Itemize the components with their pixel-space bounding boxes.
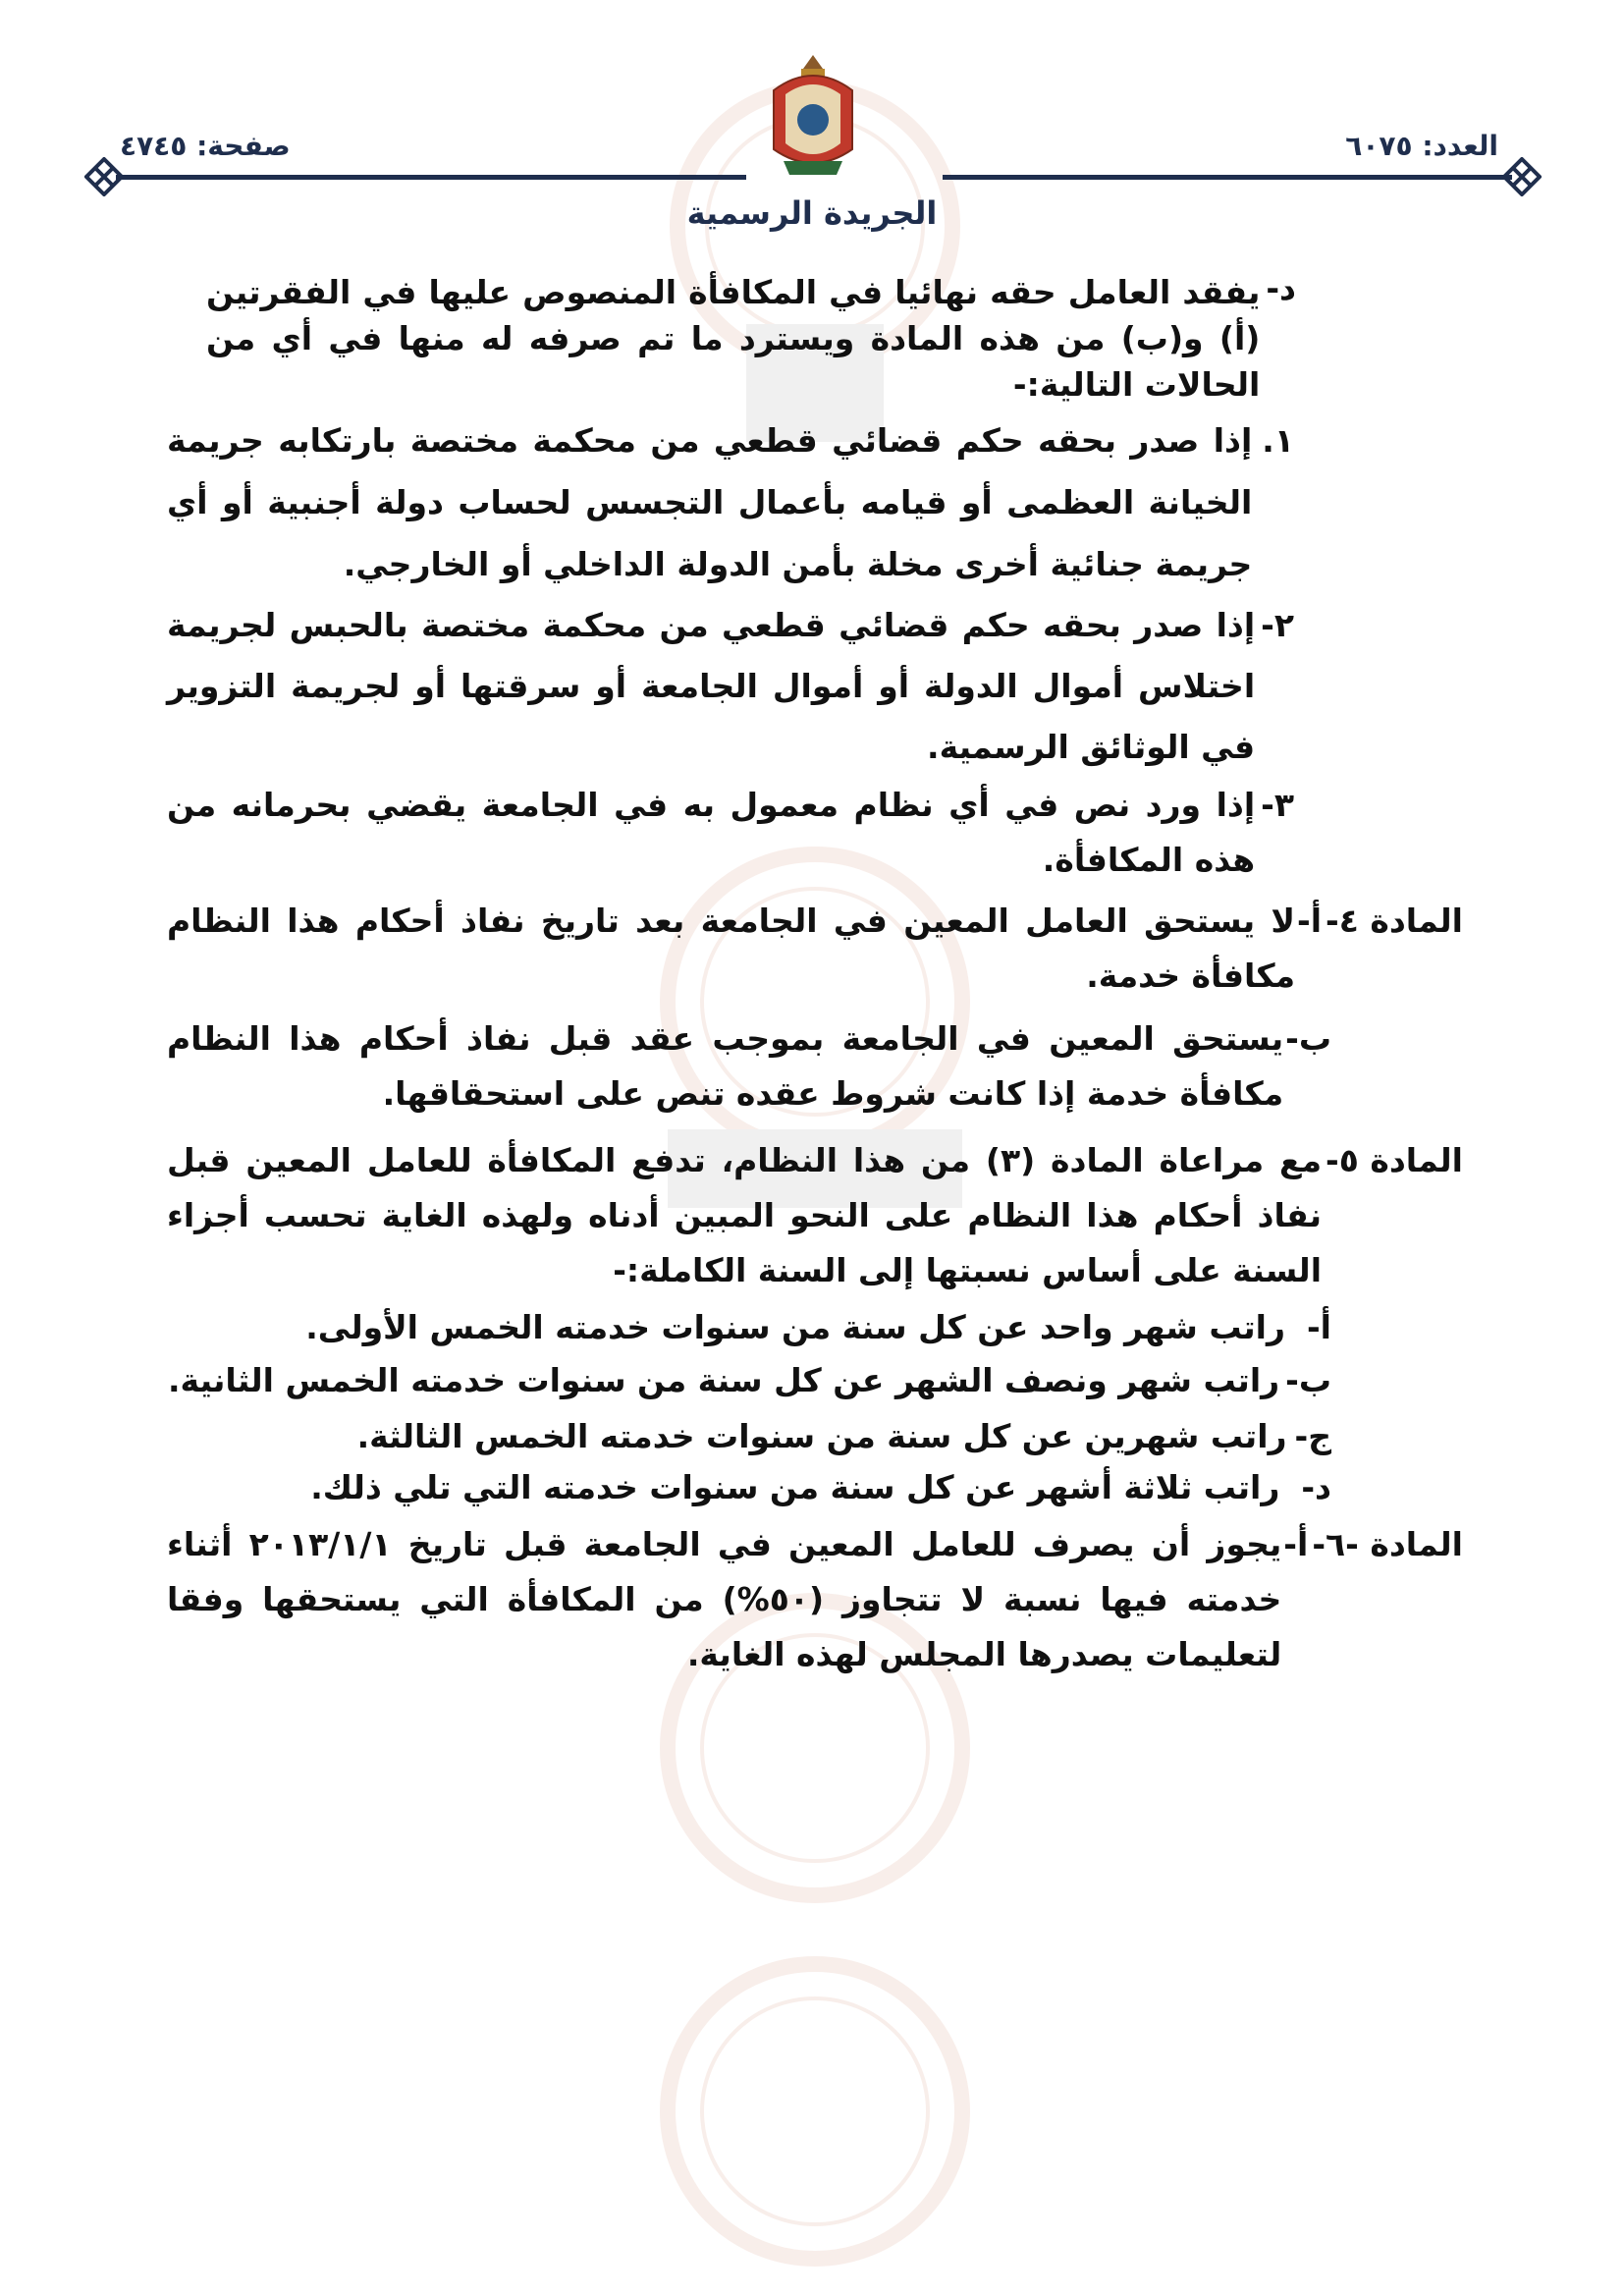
article-4-b (167, 1011, 1463, 1121)
list-item (167, 1462, 1463, 1513)
item-text: إذا صدر بحقه حكم قضائي قطعي من محكمة مختصة بالحبس لجريمة اختلاس أموال الدولة أو أموال الجامعة أو سرقتها أو لجريمة التزوير في الوثائق الرسمية. (167, 606, 1256, 766)
article-4 (167, 894, 1463, 1004)
article-label: المادة ٤- (1326, 902, 1463, 940)
item-text: إذا ورد نص في أي نظام معمول به في الجامعة يقضي بحرمانه من هذه المكافأة. (167, 786, 1256, 879)
document-body (167, 269, 1463, 1682)
item-text: راتب شهرين عن كل سنة من سنوات خدمته الخمس الثالثة. (356, 1417, 1287, 1455)
item-text: راتب شهر ونصف الشهر عن كل سنة من سنوات خدمته الخمس الثانية. (168, 1361, 1280, 1399)
list-item (167, 410, 1463, 595)
list-item (167, 1411, 1463, 1462)
article-label: المادة ٥- (1326, 1141, 1463, 1179)
article-6 (167, 1517, 1463, 1682)
item-text: راتب شهر واحد عن كل سنة من سنوات خدمته الخمس الأولى. (305, 1308, 1285, 1346)
page-number: صفحة: ٤٧٤٥ (120, 130, 291, 162)
header-rule-left (116, 175, 746, 180)
list-item (167, 1353, 1463, 1407)
item-label: ٣- (1261, 786, 1294, 824)
article-5 (167, 1133, 1463, 1298)
page-header (0, 0, 1624, 246)
article-text: مع مراعاة المادة (٣) من هذا النظام، تدفع المكافأة للعامل المعين قبل نفاذ أحكام هذا النظام على النحو المبين أدناه ولهذه الغاية تحسب أجزاء السنة على أساس نسبتها إلى السنة الكاملة:- (167, 1141, 1323, 1289)
item-text: راتب ثلاثة أشهر عن كل سنة من سنوات خدمته التي تلي ذلك. (310, 1468, 1280, 1506)
item-label: ب- (1285, 1019, 1331, 1058)
item-label: أ- (1297, 902, 1323, 940)
item-label: د- (1301, 1468, 1331, 1506)
list-item (167, 1302, 1463, 1353)
item-label: ب- (1285, 1361, 1331, 1399)
item-text: لا يستحق العامل المعين في الجامعة بعد تاريخ نفاذ أحكام هذا النظام مكافأة خدمة. (167, 902, 1295, 995)
jordan-coat-of-arms-icon (764, 51, 862, 181)
header-rule-right (943, 175, 1512, 180)
item-label: أ- (1306, 1308, 1331, 1346)
celtic-knot-icon (1502, 157, 1542, 196)
clause-d (167, 269, 1463, 408)
issue-number: العدد: ٦٠٧٥ (1345, 130, 1498, 162)
list-item (167, 778, 1463, 888)
item-label: ٢- (1261, 606, 1294, 644)
item-text: إذا صدر بحقه حكم قضائي قطعي من محكمة مختصة بارتكابه جريمة الخيانة العظمى أو قيامه بأعمال التجسس لحساب دولة أجنبية أو أي جريمة جنائية أخرى مخلة بأمن الدولة الداخلي أو الخارجي. (167, 421, 1253, 583)
clause-label: د- (1266, 269, 1296, 307)
article-label: المادة -٦- (1312, 1525, 1463, 1563)
celtic-knot-icon (84, 157, 124, 196)
gazette-title: الجريدة الرسمية (686, 194, 938, 232)
clause-text: يفقد العامل حقه نهائيا في المكافأة المنصوص عليها في الفقرتين (أ) و(ب) من هذه المادة ويسترد ما تم صرفه له منها في أي من الحالات التالية:- (206, 273, 1261, 404)
item-label: ١. (1262, 421, 1294, 460)
item-label: ج- (1294, 1417, 1331, 1455)
clock-watermark-icon (550, 1925, 1080, 2288)
item-text: يجوز أن يصرف للعامل المعين في الجامعة قبل تاريخ ٢٠١٣/١/١ أثناء خدمته فيها نسبة لا تتجاوز (٥٠%) من المكافأة التي يستحقها وفقا لتعليمات يصدرها المجلس لهذه الغاية. (167, 1525, 1282, 1673)
item-label: أ- (1283, 1525, 1309, 1563)
item-text: يستحق المعين في الجامعة بموجب عقد قبل نفاذ أحكام هذا النظام مكافأة خدمة إذا كانت شروط عقده تنص على استحقاقها. (167, 1019, 1284, 1113)
list-item (167, 595, 1463, 778)
